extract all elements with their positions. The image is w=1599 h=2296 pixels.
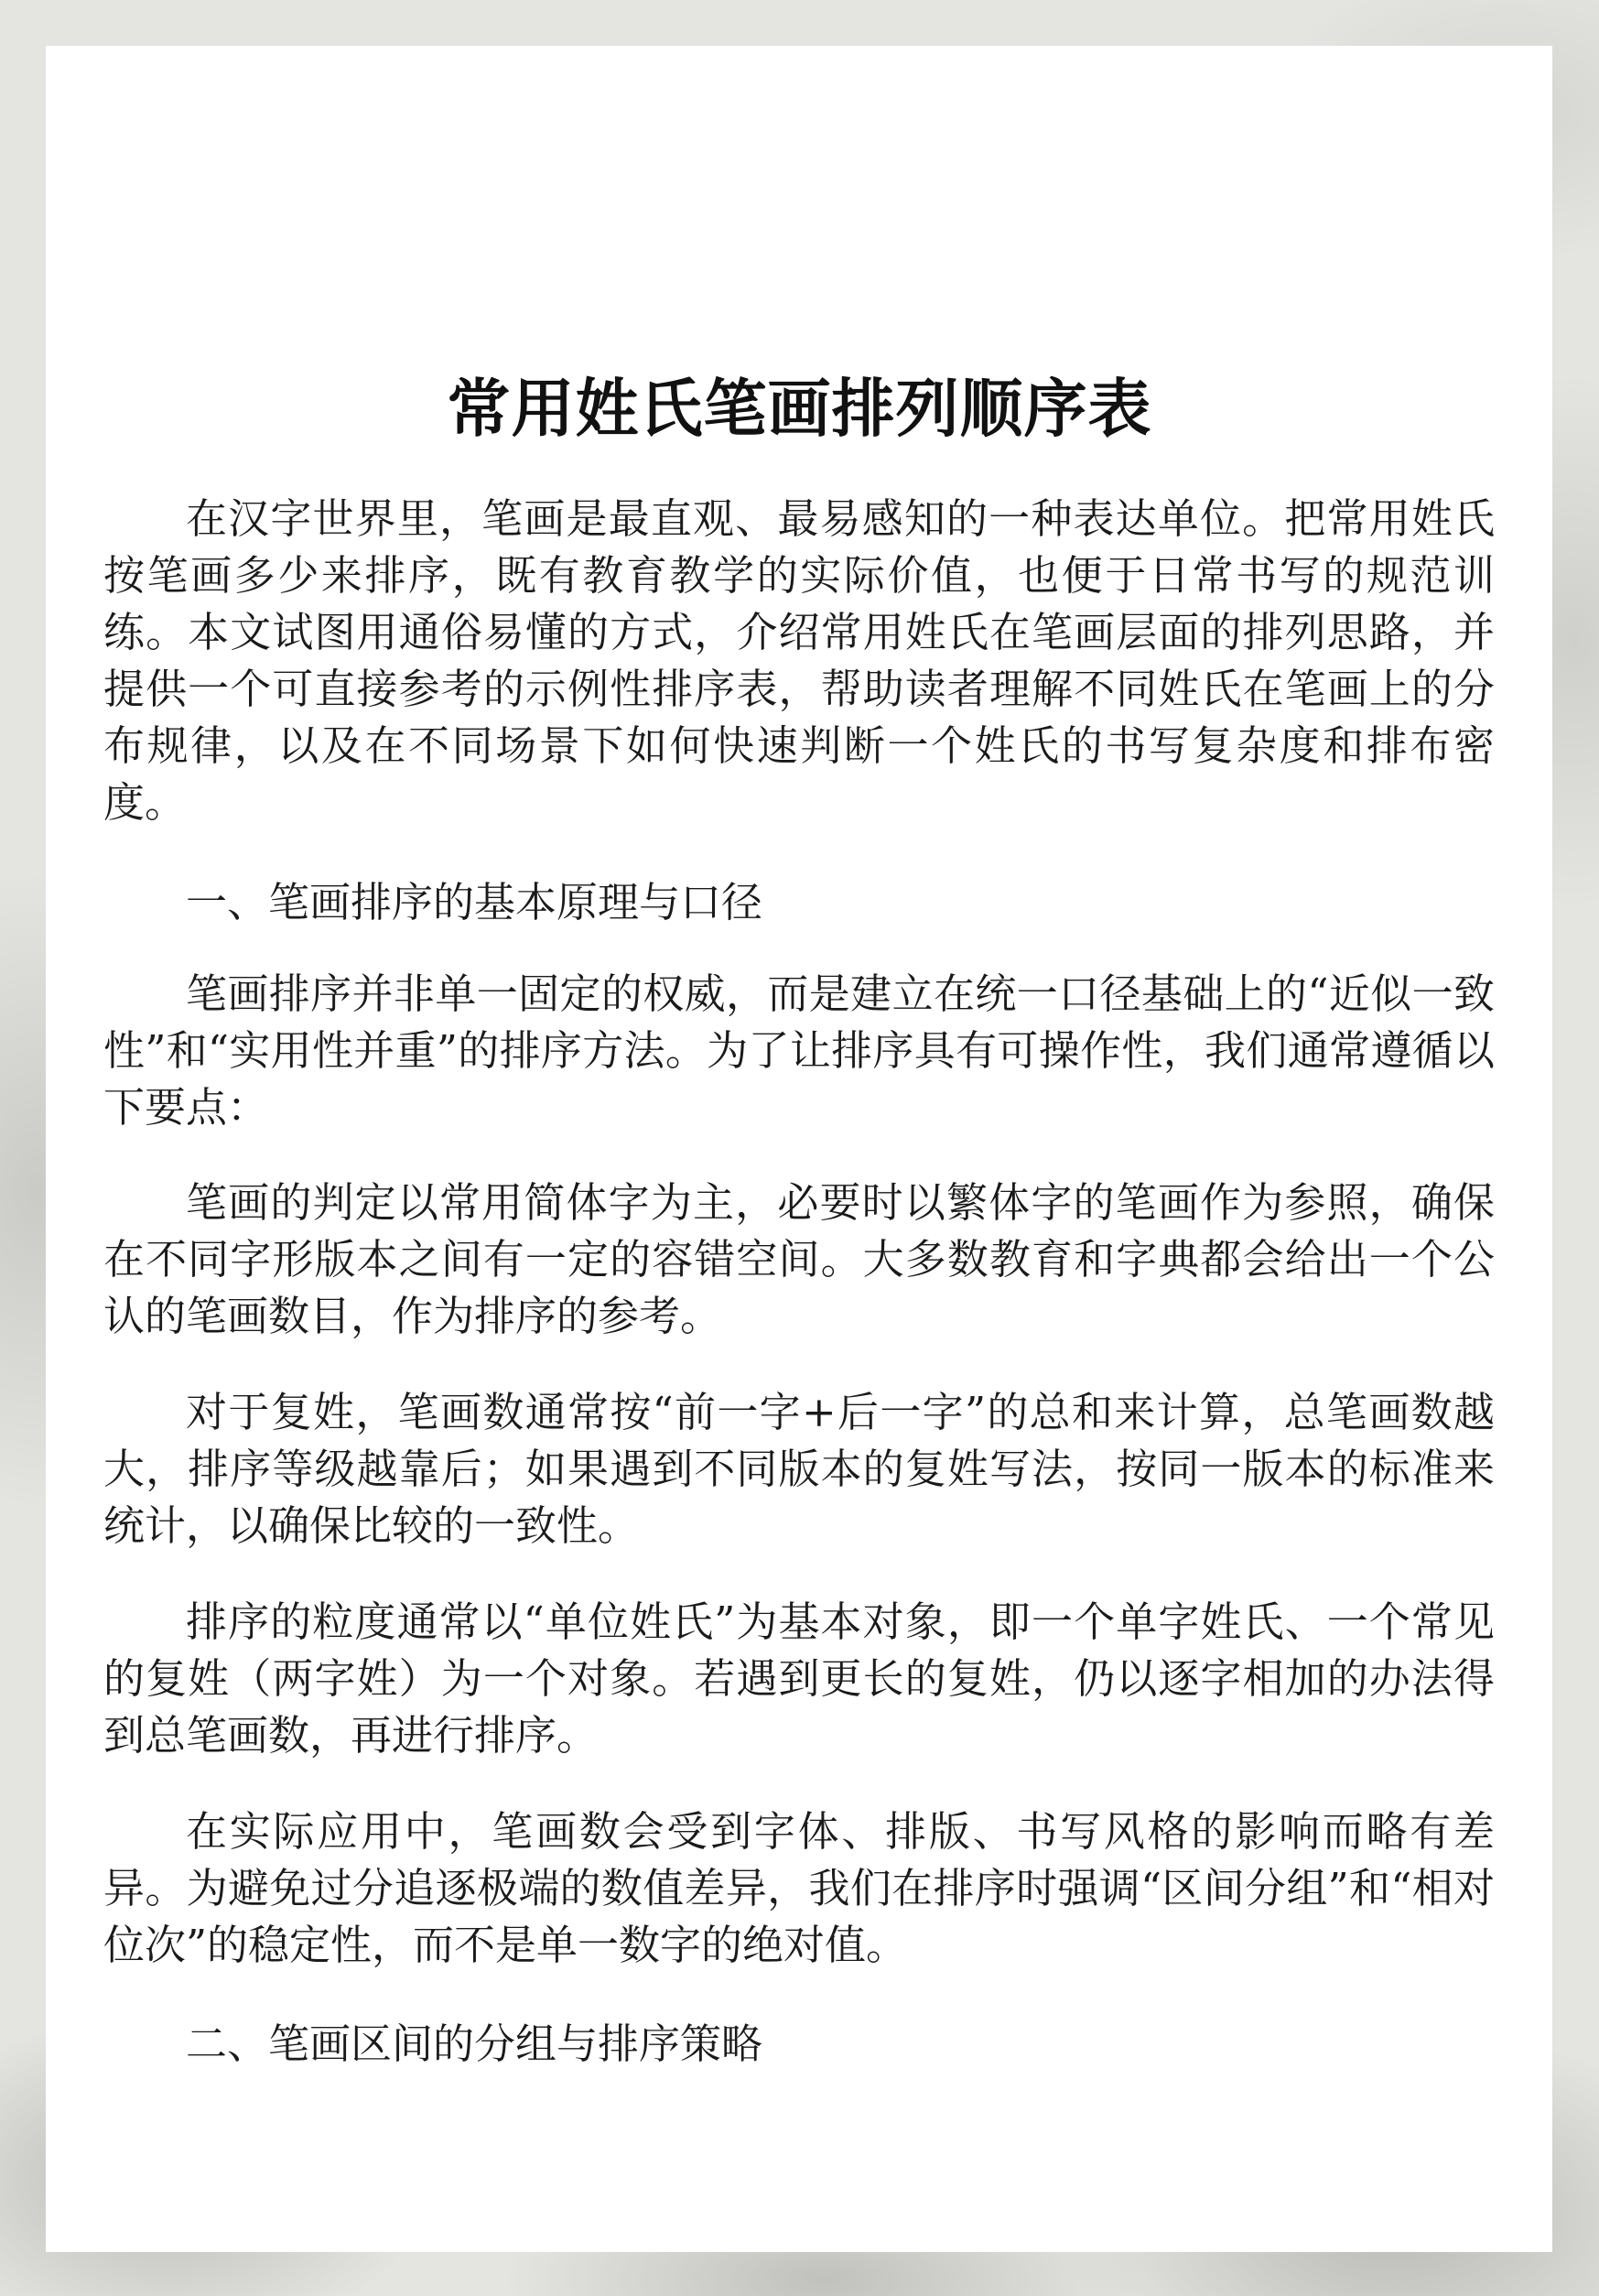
point-paragraph-2: 对于复姓，笔画数通常按“前一字+后一字”的总和来计算，总笔画数越大，排序等级越靠后；如果遇到不同版本的复姓写法，按同一版本的标准来统计，以确保比较的一致性。 (103, 1388, 1495, 1550)
section1-intro-paragraph: 笔画排序并非单一固定的权威，而是建立在统一口径基础上的“近似一致性”和“实用性并重”的排序方法。为了让排序具有可操作性，我们通常遵循以下要点： (103, 969, 1495, 1132)
section-heading-2: 二、笔画区间的分组与排序策略 (186, 2020, 763, 2068)
intro-paragraph: 在汉字世界里，笔画是最直观、最易感知的一种表达单位。把常用姓氏按笔画多少来排序，既有教育教学的实际价值，也便于日常书写的规范训练。本文试图用通俗易懂的方式，介绍常用姓氏在笔画层面的排列思路，并提供一个可直接参考的示例性排序表，帮助读者理解不同姓氏在笔画上的分布规律，以及在不同场景下如何快速判断一个姓氏的书写复杂度和排布密度。 (103, 494, 1495, 827)
section-heading-1: 一、笔画排序的基本原理与口径 (186, 878, 763, 926)
point-paragraph-1: 笔画的判定以常用简体字为主，必要时以繁体字的笔画作为参照，确保在不同字形版本之间有一定的容错空间。大多数教育和字典都会给出一个公认的笔画数目，作为排序的参考。 (103, 1178, 1495, 1340)
document-title: 常用姓氏笔画排列顺序表 (447, 373, 1152, 446)
point-paragraph-3: 排序的粒度通常以“单位姓氏”为基本对象，即一个单字姓氏、一个常见的复姓（两字姓）为一个对象。若遇到更长的复姓，仍以逐字相加的办法得到总笔画数，再进行排序。 (103, 1597, 1495, 1760)
point-paragraph-4: 在实际应用中，笔画数会受到字体、排版、书写风格的影响而略有差异。为避免过分追逐极端的数值差异，我们在排序时强调“区间分组”和“相对位次”的稳定性，而不是单一数字的绝对值。 (103, 1807, 1495, 1969)
